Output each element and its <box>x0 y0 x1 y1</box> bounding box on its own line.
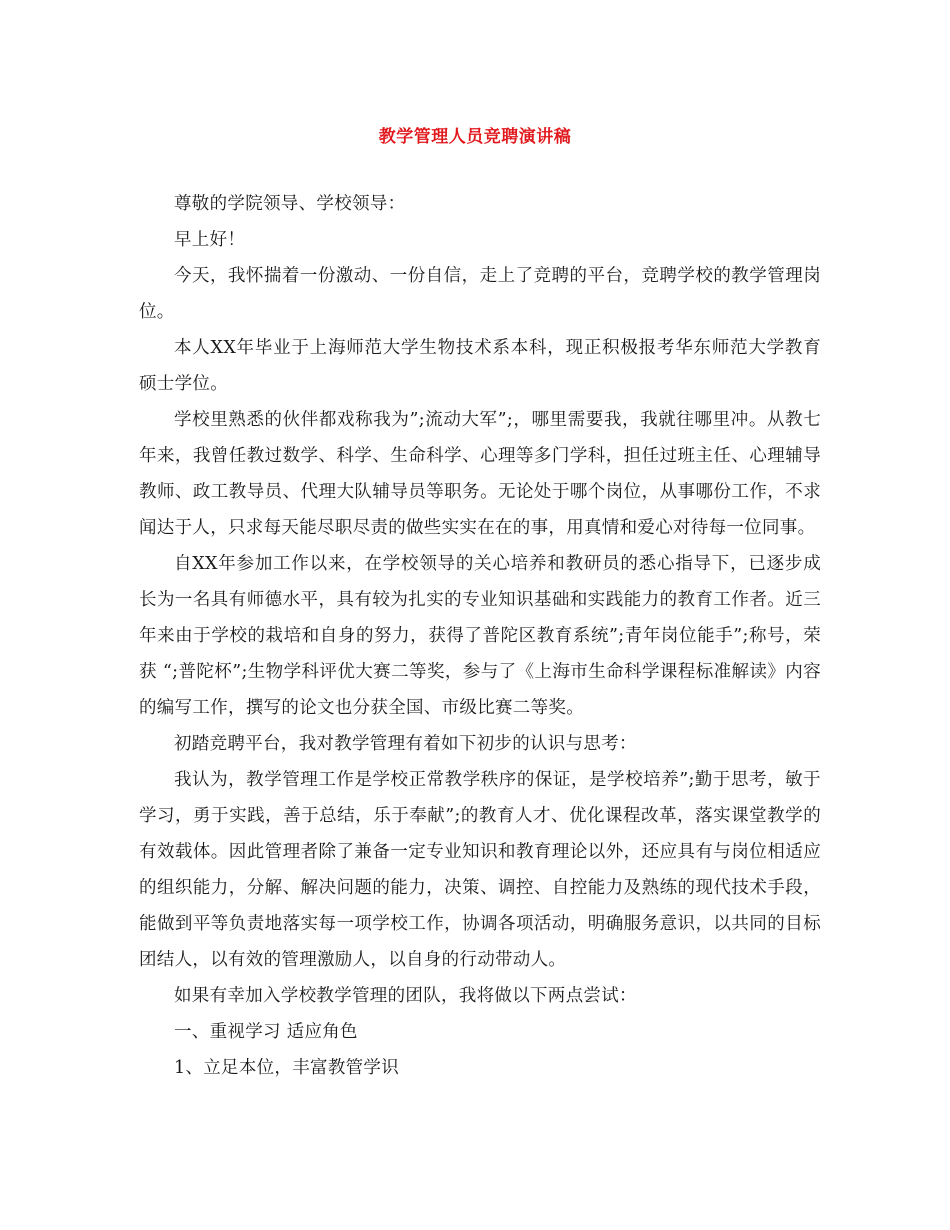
document-body <box>139 186 821 1086</box>
paragraph-thoughts-intro: 初踏竞聘平台，我对教学管理有着如下初步的认识与思考： <box>174 734 637 754</box>
paragraph-salutation: 尊敬的学院领导、学校领导： <box>174 194 406 214</box>
paragraph-section-heading: 一、重视学习 适应角色 <box>174 1022 358 1042</box>
document-title: 教学管理人员竞聘演讲稿 <box>378 127 572 147</box>
paragraph-achievements: 自XX年参加工作以来，在学校领导的关心培养和教研员的悉心指导下，已逐步成长为一名具有师德水平，具有较为扎实的专业知识基础和实践能力的教育工作者。近三年来由于学校的栽培和自身的努力，获得了普陀区教育系统”;青年岗位能手”;称号，荣获 “;普陀杯”;生物学科评优大赛二等奖，参与了《上海市生命科学课程标准解读》内容的编写工作，撰写的论文也分获全国、市级比赛二等奖。 <box>139 554 821 718</box>
paragraph-intro: 今天，我怀揣着一份激动、一份自信，走上了竞聘的平台，竞聘学校的教学管理岗位。 <box>139 266 821 322</box>
paragraph-education: 本人XX年毕业于上海师范大学生物技术系本科，现正积极报考华东师范大学教育硕士学位。 <box>139 338 821 394</box>
paragraph-subsection-heading: 1、立足本位，丰富教管学识 <box>174 1058 400 1078</box>
paragraph-experience: 学校里熟悉的伙伴都戏称我为”;流动大军”;，哪里需要我，我就往哪里冲。从教七年来，我曾任教过数学、科学、生命科学、心理等多门学科，担任过班主任、心理辅导教师、政工教导员、代理大队辅导员等职务。无论处于哪个岗位，从事哪份工作，不求闻达于人，只求每天能尽职尽责的做些实实在在的事，用真情和爱心对待每一位同事。 <box>139 410 821 538</box>
paragraph-management-view: 我认为，教学管理工作是学校正常教学秩序的保证，是学校培养”;勤于思考，敏于学习，勇于实践，善于总结，乐于奉献”;的教育人才、优化课程改革，落实课堂教学的有效载体。因此管理者除了兼备一定专业知识和教育理论以外，还应具有与岗位相适应的组织能力，分解、解决问题的能力，决策、调控、自控能力及熟练的现代技术手段，能做到平等负责地落实每一项学校工作，协调各项活动，明确服务意识，以共同的目标团结人，以有效的管理激励人，以自身的行动带动人。 <box>139 770 821 970</box>
paragraph-plan-intro: 如果有幸加入学校教学管理的团队，我将做以下两点尝试： <box>174 986 637 1006</box>
paragraph-greeting: 早上好！ <box>174 230 246 250</box>
